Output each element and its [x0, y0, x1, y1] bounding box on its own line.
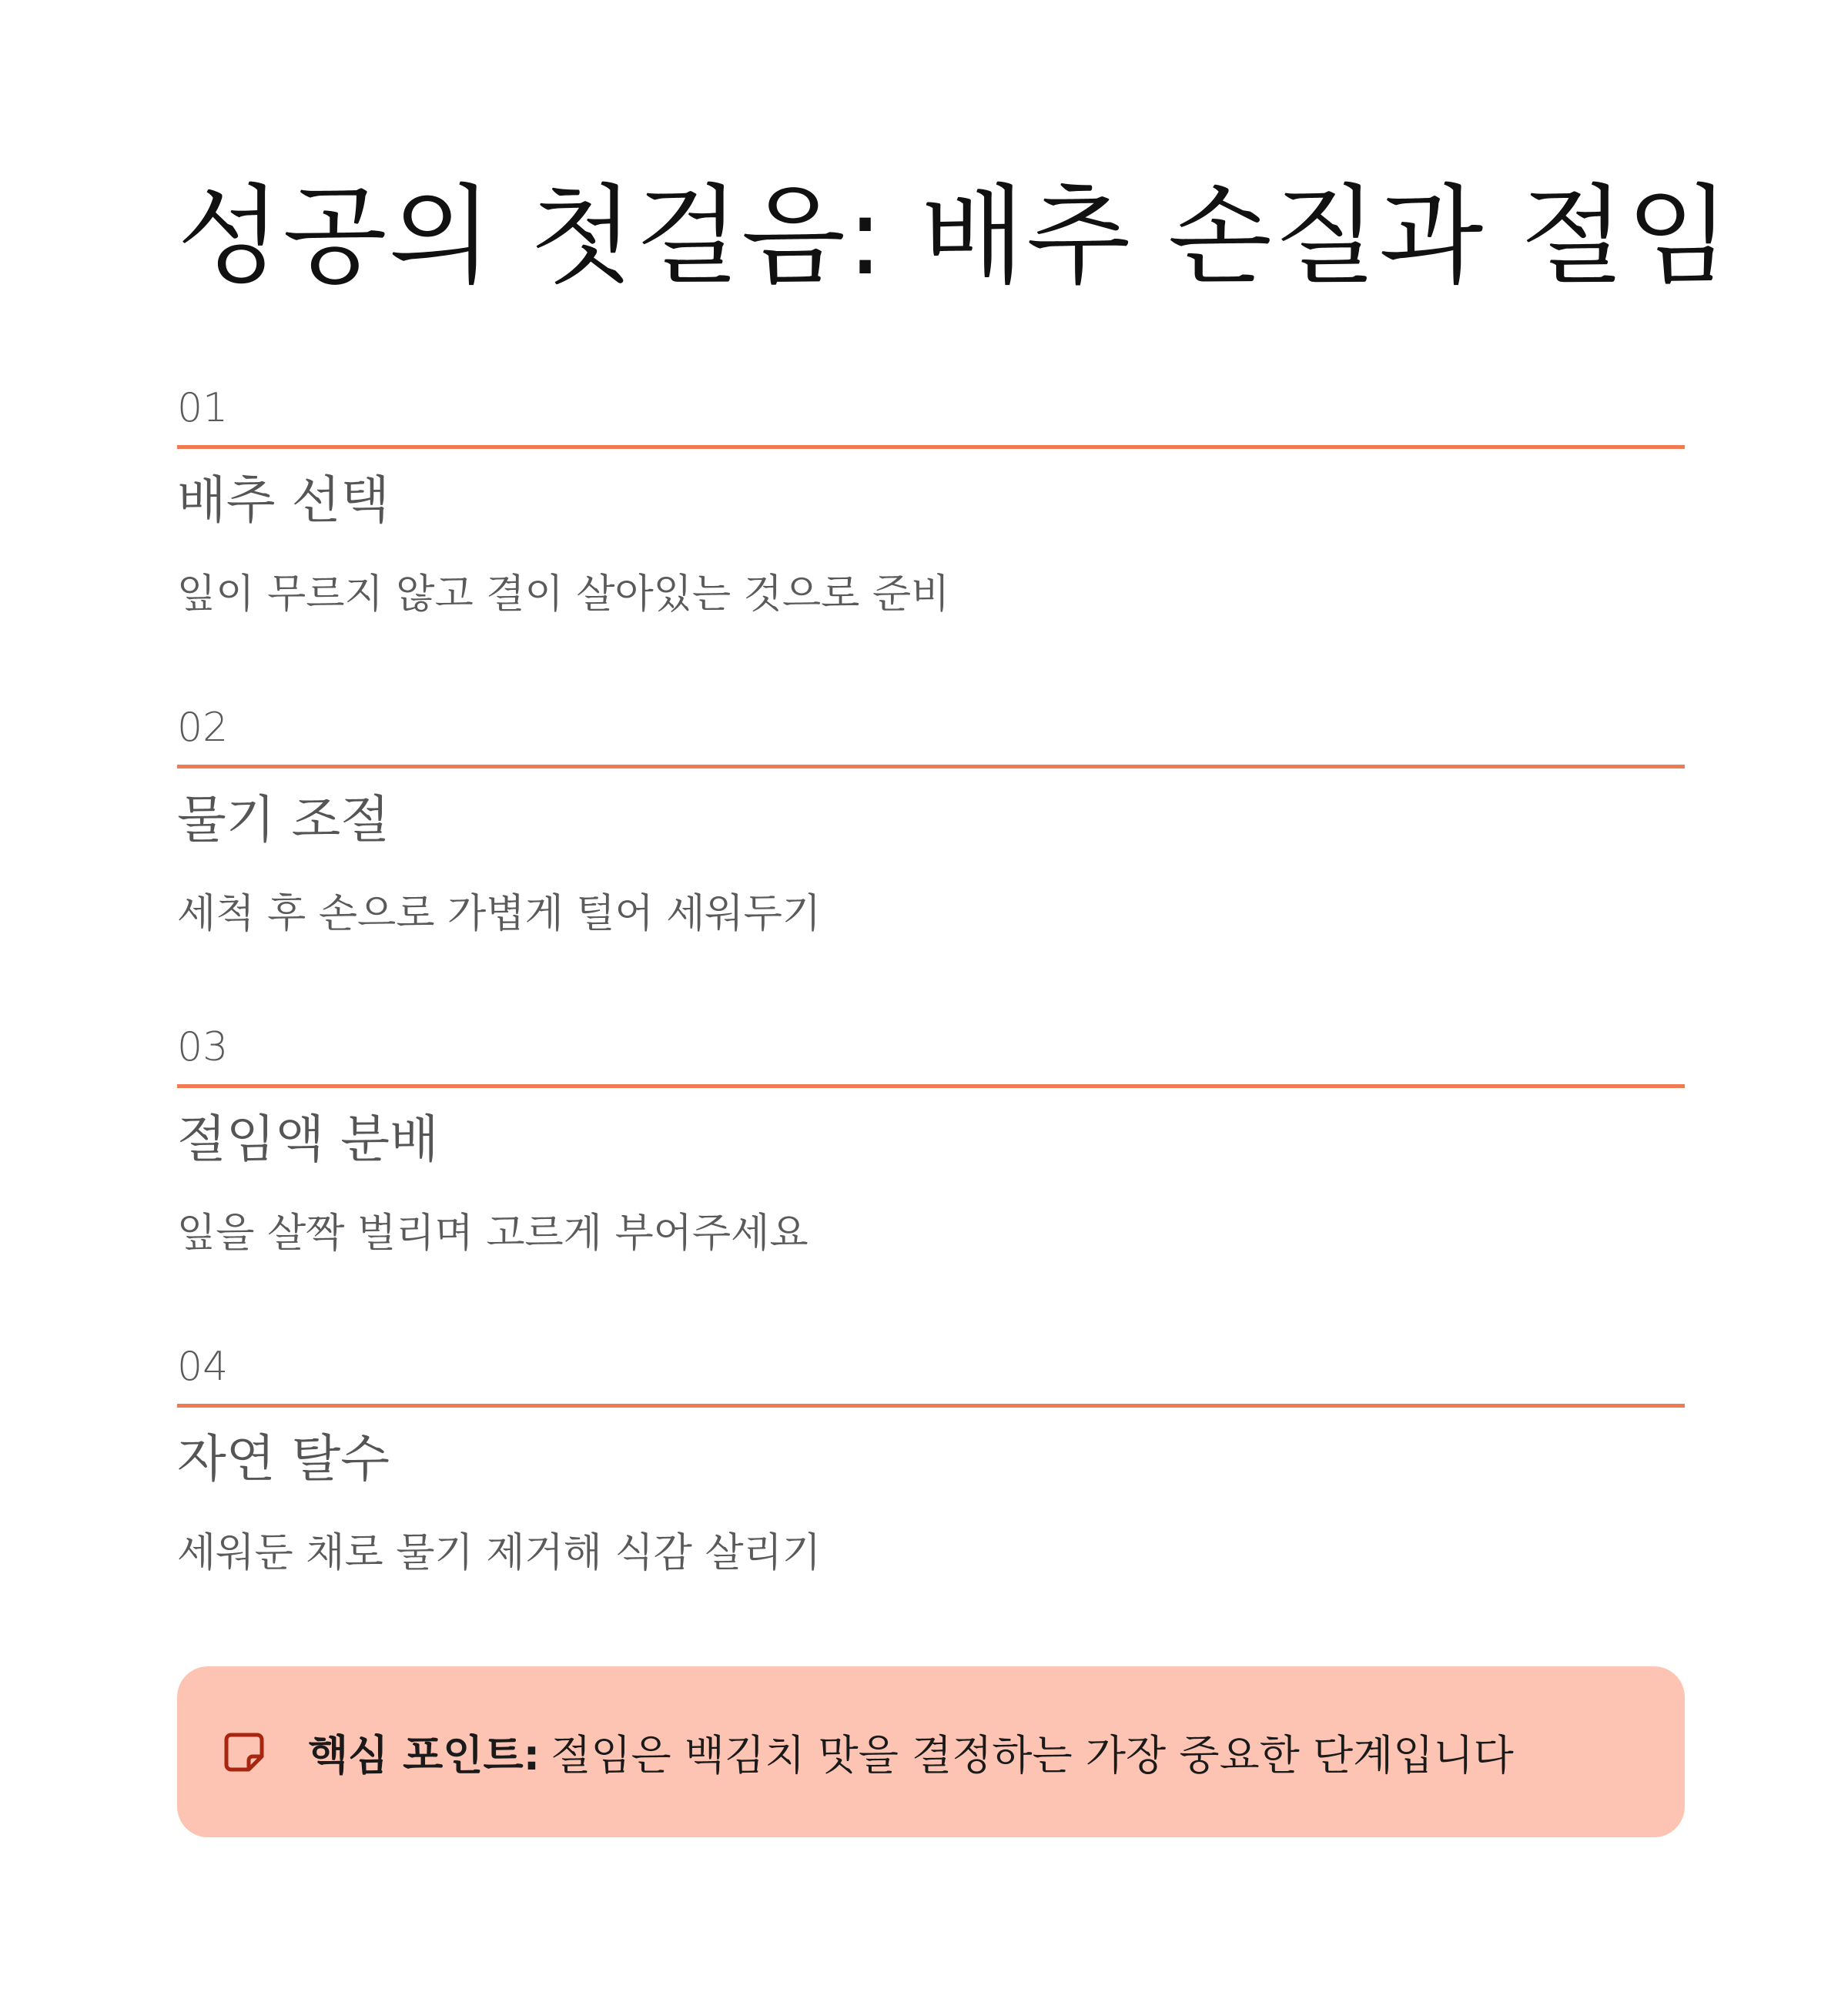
step-description: 잎을 살짝 벌리며 고르게 부어주세요: [177, 1210, 808, 1257]
step-description: 세워둔 채로 물기 제거해 식감 살리기: [177, 1530, 822, 1576]
step-divider: [177, 765, 1685, 768]
step-number: 02: [177, 705, 229, 751]
note-icon: [223, 1731, 265, 1773]
step-item: [177, 1344, 1685, 1652]
step-heading: 절임액 분배: [177, 1110, 439, 1169]
step-item: [177, 705, 1685, 1013]
key-point-callout: [177, 1666, 1685, 1837]
step-item: [177, 1024, 1685, 1332]
step-description: 세척 후 손으로 가볍게 털어 세워두기: [177, 891, 822, 937]
step-number: 01: [177, 385, 229, 431]
page-title: 성공의 첫걸음: 배추 손질과 절임: [177, 174, 1732, 300]
callout-message: 절임은 백김치 맛을 결정하는 가장 중요한 단계입니다: [551, 1730, 1514, 1780]
step-item: [177, 385, 1685, 693]
step-description: 잎이 무르지 않고 결이 살아있는 것으로 준비: [177, 571, 950, 618]
step-divider: [177, 1084, 1685, 1088]
step-number: 04: [177, 1344, 229, 1390]
step-number: 03: [177, 1024, 229, 1070]
step-heading: 배추 선택: [177, 470, 390, 530]
callout-text: [308, 1666, 1514, 1837]
step-divider: [177, 1404, 1685, 1408]
step-divider: [177, 445, 1685, 449]
step-heading: 물기 조절: [177, 790, 390, 849]
step-heading: 자연 탈수: [177, 1429, 390, 1488]
callout-label: 핵심 포인트:: [308, 1730, 541, 1780]
